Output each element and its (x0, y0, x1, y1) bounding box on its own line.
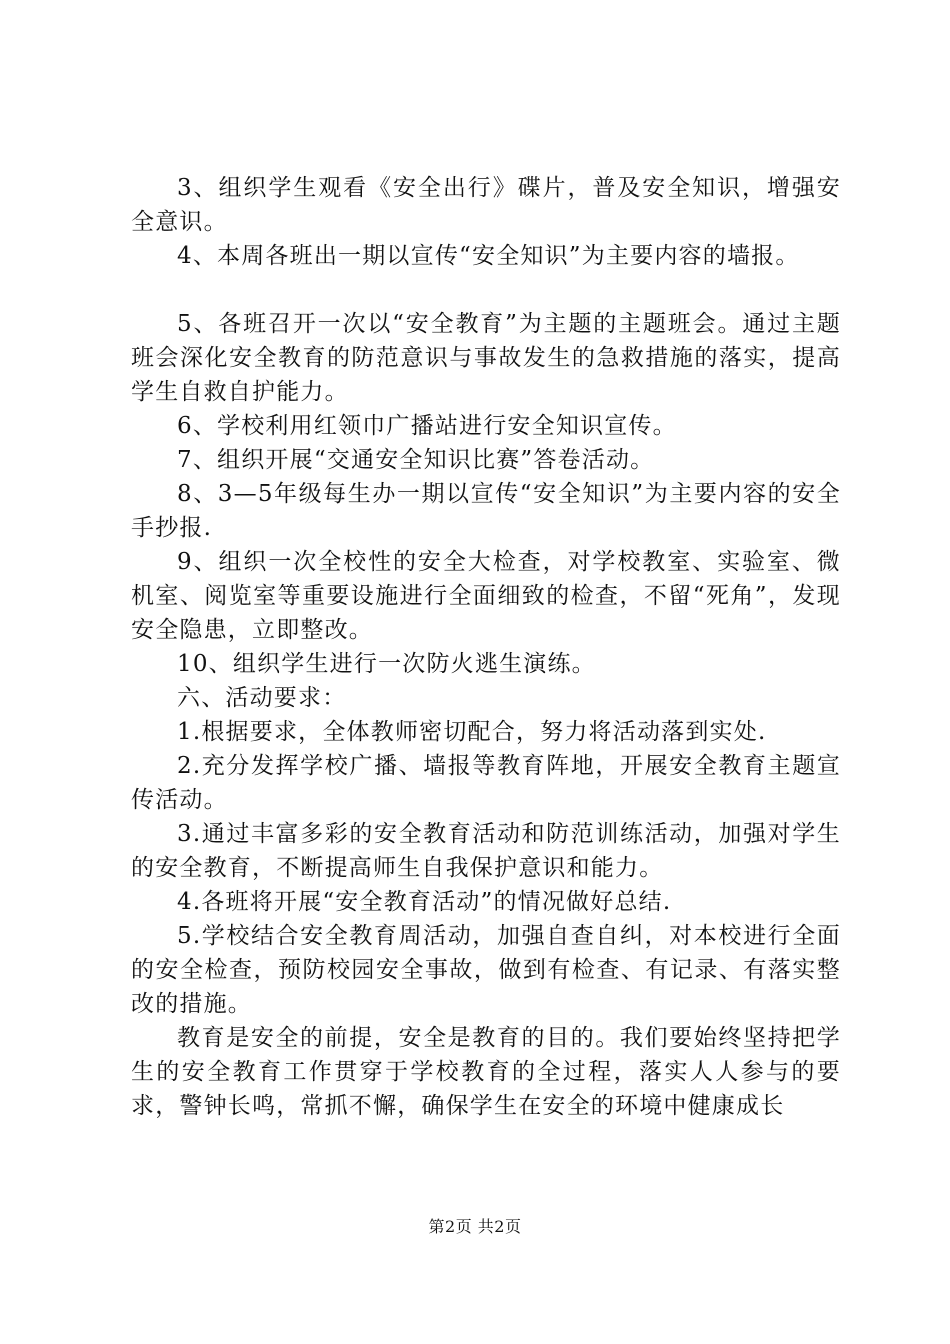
requirement-item-1: 1.根据要求，全体教师密切配合，努力将活动落到实处. (177, 719, 767, 745)
closing-paragraph: 教育是安全的前提，安全是教育的目的。我们要始终坚持把学生的安全教育工作贯穿于学校教育的全过程，落实人人参与的要求，警钟长鸣，常抓不懈，确保学生在安全的环境中健康成长 (131, 1025, 841, 1119)
paragraph-item-3: 3、组织学生观看《安全出行》碟片，普及安全知识，增强安全意识。 (131, 175, 841, 235)
section-heading-requirements: 六、活动要求： (177, 685, 347, 711)
document-body (131, 171, 841, 1123)
requirement-item-5: 5.学校结合安全教育周活动，加强自查自纠，对本校进行全面的安全检查，预防校园安全事故，做到有检查、有记录、有落实整改的措施。 (131, 923, 841, 1017)
paragraph-item-6: 6、学校利用红领巾广播站进行安全知识宣传。 (177, 413, 677, 439)
requirement-item-4: 4.各班将开展“安全教育活动”的情况做好总结. (177, 889, 672, 915)
paragraph-item-4: 4、本周各班出一期以宣传“安全知识”为主要内容的墙报。 (177, 243, 800, 269)
paragraph-item-10: 10、组织学生进行一次防火逃生演练。 (177, 651, 596, 677)
paragraph-item-5: 5、各班召开一次以“安全教育”为主题的主题班会。通过主题班会深化安全教育的防范意识与事故发生的急救措施的落实，提高学生自救自护能力。 (131, 311, 841, 405)
page-number-footer: 第2页 共2页 (428, 1217, 522, 1236)
paragraph-item-9: 9、组织一次全校性的安全大检查，对学校教室、实验室、微机室、阅览室等重要设施进行全面细致的检查，不留“死角”，发现安全隐患，立即整改。 (131, 549, 841, 643)
requirement-item-3: 3.通过丰富多彩的安全教育活动和防范训练活动，加强对学生的安全教育，不断提高师生自我保护意识和能力。 (131, 821, 841, 881)
paragraph-item-7: 7、组织开展“交通安全知识比赛”答卷活动。 (177, 447, 655, 473)
requirement-item-2: 2.充分发挥学校广播、墙报等教育阵地，开展安全教育主题宣传活动。 (131, 753, 841, 813)
paragraph-item-8: 8、3—5年级每生办一期以宣传“安全知识”为主要内容的安全手抄报. (131, 481, 841, 541)
